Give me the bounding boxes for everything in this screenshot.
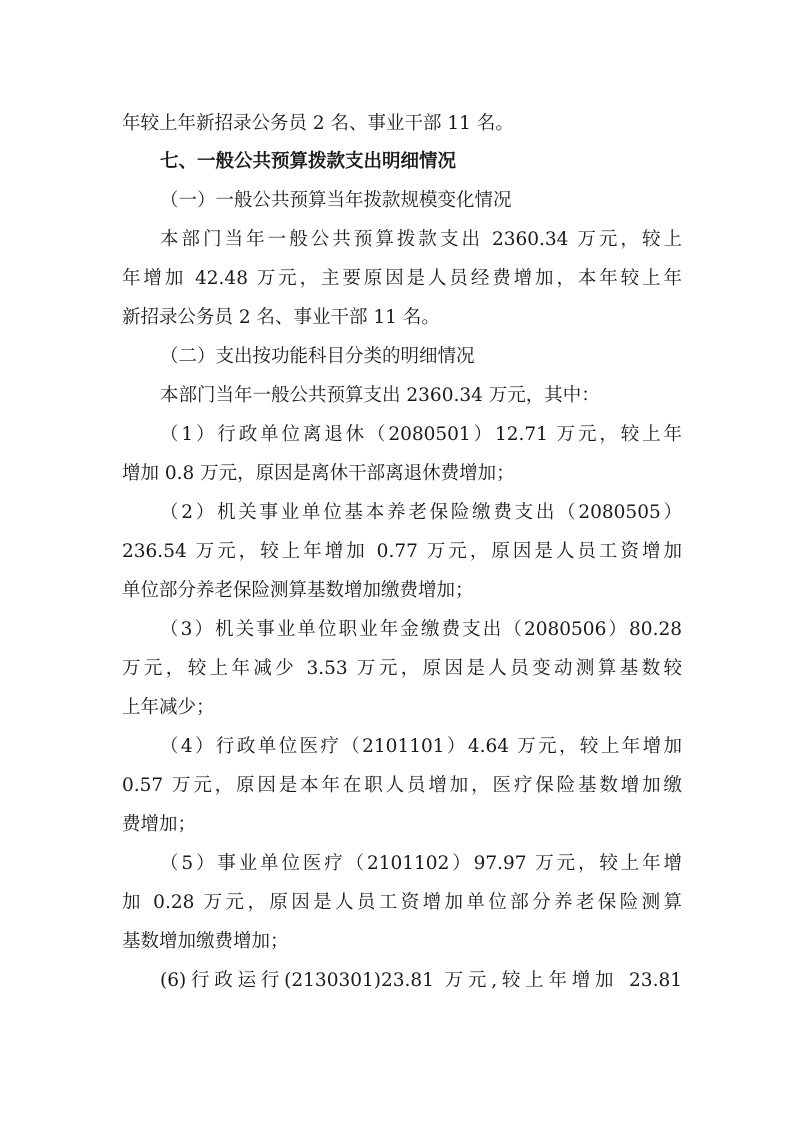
paragraph-line-continuation: 年较上年新招录公务员 2 名、事业干部 11 名。 xyxy=(122,113,514,134)
list-item-line: 0.57 万元，原因是本年在职人员增加，医疗保险基数增加缴 xyxy=(122,775,682,796)
subsection-heading-1: （一）一般公共预算当年拨款规模变化情况 xyxy=(160,190,512,211)
list-item-line: 基数增加缴费增加； xyxy=(122,931,289,952)
paragraph-line: 年增加 42.48 万元，主要原因是人员经费增加，本年较上年 xyxy=(122,268,682,289)
list-item-line: （3）机关事业单位职业年金缴费支出（2080506）80.28 xyxy=(160,619,682,640)
list-item-line: (6)行政运行(2130301)23.81 万元,较上年增加 23.81 xyxy=(160,970,682,991)
paragraph-line: 本部门当年一般公共预算拨款支出 2360.34 万元，较上 xyxy=(160,229,682,250)
list-item-line: 万元，较上年减少 3.53 万元，原因是人员变动测算基数较 xyxy=(122,658,682,679)
paragraph-line: 新招录公务员 2 名、事业干部 11 名。 xyxy=(122,307,440,328)
list-item-line: 加 0.28 万元，原因是人员工资增加单位部分养老保险测算 xyxy=(122,892,682,913)
list-item-line: 236.54 万元，较上年增加 0.77 万元，原因是人员工资增加 xyxy=(122,541,682,562)
list-item-line: 上年减少； xyxy=(122,697,215,718)
list-item-line: 费增加； xyxy=(122,814,197,835)
list-item-line: （2）机关事业单位基本养老保险缴费支出（2080505） xyxy=(160,502,682,523)
section-heading: 七、一般公共预算拨款支出明细情况 xyxy=(160,151,457,172)
list-item-line: （4）行政单位医疗（2101101）4.64 万元，较上年增加 xyxy=(160,736,682,757)
list-item-line: （5）事业单位医疗（2101102）97.97 万元，较上年增 xyxy=(160,853,682,874)
list-item-line: 单位部分养老保险测算基数增加缴费增加； xyxy=(122,580,474,601)
subsection-heading-2: （二）支出按功能科目分类的明细情况 xyxy=(160,346,475,367)
paragraph-line: 本部门当年一般公共预算支出 2360.34 万元，其中： xyxy=(160,385,600,406)
list-item-line: 增加 0.8 万元，原因是离休干部离退休费增加； xyxy=(122,463,515,484)
list-item-line: （1）行政单位离退休（2080501）12.71 万元，较上年 xyxy=(160,424,682,445)
